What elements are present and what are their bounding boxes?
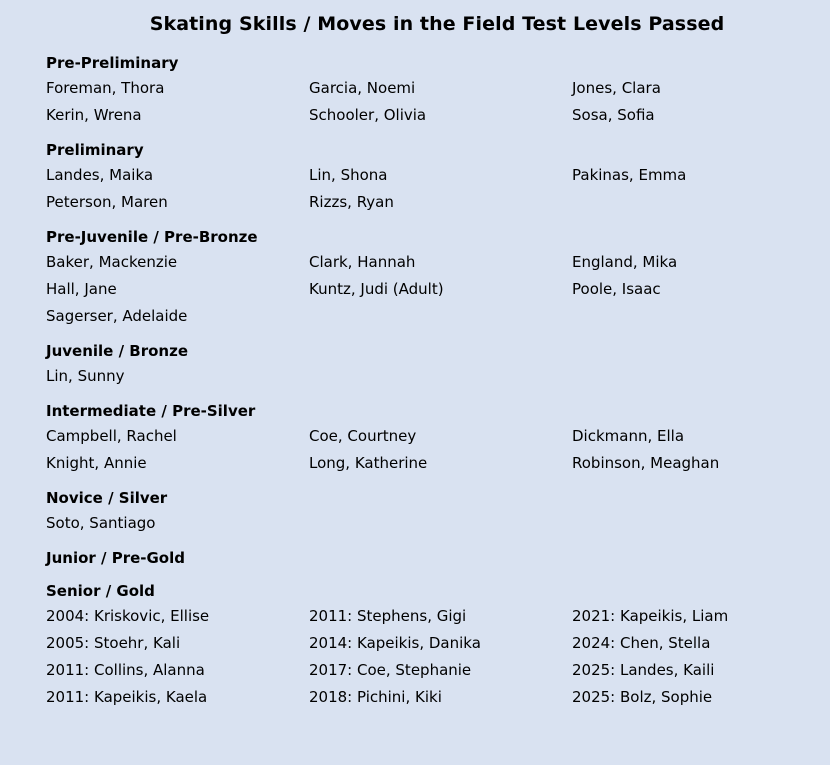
skater-name: 2017: Coe, Stephanie [309,661,472,679]
skater-name: Robinson, Meaghan [572,454,720,472]
name-row [46,249,816,276]
skater-name: 2011: Kapeikis, Kaela [46,688,208,706]
section-novice [46,487,816,537]
skater-name: Hall, Jane [46,280,117,298]
name-row [46,189,816,216]
skater-name: Rizzs, Ryan [309,193,394,211]
section-heading: Junior / Pre-Gold [46,549,185,567]
section-junior [46,547,816,570]
section-pre-preliminary [46,52,816,129]
section-juvenile [46,340,816,390]
name-row [46,162,816,189]
skater-name: Campbell, Rachel [46,427,177,445]
skater-name: Peterson, Maren [46,193,168,211]
skater-name: Pakinas, Emma [572,166,687,184]
section-heading: Novice / Silver [46,489,168,507]
skater-name [572,510,816,537]
skater-name: Dickmann, Ella [572,427,685,445]
skater-name: 2011: Collins, Alanna [46,661,205,679]
skater-name: Poole, Isaac [572,280,661,298]
skater-name: Kerin, Wrena [46,106,142,124]
name-row [46,363,816,390]
name-row [46,450,816,477]
skater-name: 2024: Chen, Stella [572,634,711,652]
skater-name: Baker, Mackenzie [46,253,178,271]
name-row [46,684,816,711]
skater-name: 2025: Bolz, Sophie [572,688,713,706]
skater-name: Kuntz, Judi (Adult) [309,280,444,298]
name-row [46,603,816,630]
skater-name: Knight, Annie [46,454,147,472]
name-row [46,102,816,129]
skater-name: 2005: Stoehr, Kali [46,634,181,652]
skater-name: 2014: Kapeikis, Danika [309,634,481,652]
name-row [46,276,816,303]
skater-name [572,189,816,216]
skater-name: Landes, Maika [46,166,154,184]
section-heading: Preliminary [46,141,144,159]
section-senior [46,580,816,711]
skater-name: Lin, Shona [309,166,388,184]
section-heading: Pre-Juvenile / Pre-Bronze [46,228,258,246]
name-row [46,423,816,450]
skater-name: Sosa, Sofia [572,106,655,124]
skater-name: 2011: Stephens, Gigi [309,607,467,625]
skater-name: Long, Katherine [309,454,428,472]
skater-name: Schooler, Olivia [309,106,427,124]
skater-name [572,303,816,330]
skater-name [309,303,572,330]
section-intermediate [46,400,816,477]
skater-name: England, Mika [572,253,678,271]
section-preliminary [46,139,816,216]
skater-name: Jones, Clara [572,79,661,97]
name-row [46,657,816,684]
skater-name: 2025: Landes, Kaili [572,661,715,679]
levels-list [46,52,816,711]
skater-name: 2004: Kriskovic, Ellise [46,607,210,625]
name-row [46,510,816,537]
page-title: Skating Skills / Moves in the Field Test Levels Passed [149,13,725,35]
skater-name: Foreman, Thora [46,79,165,97]
skater-name: Clark, Hannah [309,253,416,271]
skater-name: 2021: Kapeikis, Liam [572,607,729,625]
name-row [46,303,816,330]
skater-name [309,363,572,390]
skater-name: Sagerser, Adelaide [46,307,188,325]
skater-name: Coe, Courtney [309,427,417,445]
name-row [46,630,816,657]
section-heading: Juvenile / Bronze [46,342,188,360]
section-heading: Intermediate / Pre-Silver [46,402,256,420]
skater-name [572,363,816,390]
section-heading: Pre-Preliminary [46,54,179,72]
skater-name: 2018: Pichini, Kiki [309,688,442,706]
skater-name: Lin, Sunny [46,367,125,385]
name-row [46,75,816,102]
skater-name [309,510,572,537]
section-pre-juvenile [46,226,816,330]
skater-name: Garcia, Noemi [309,79,416,97]
skater-name: Soto, Santiago [46,514,156,532]
section-heading: Senior / Gold [46,582,155,600]
